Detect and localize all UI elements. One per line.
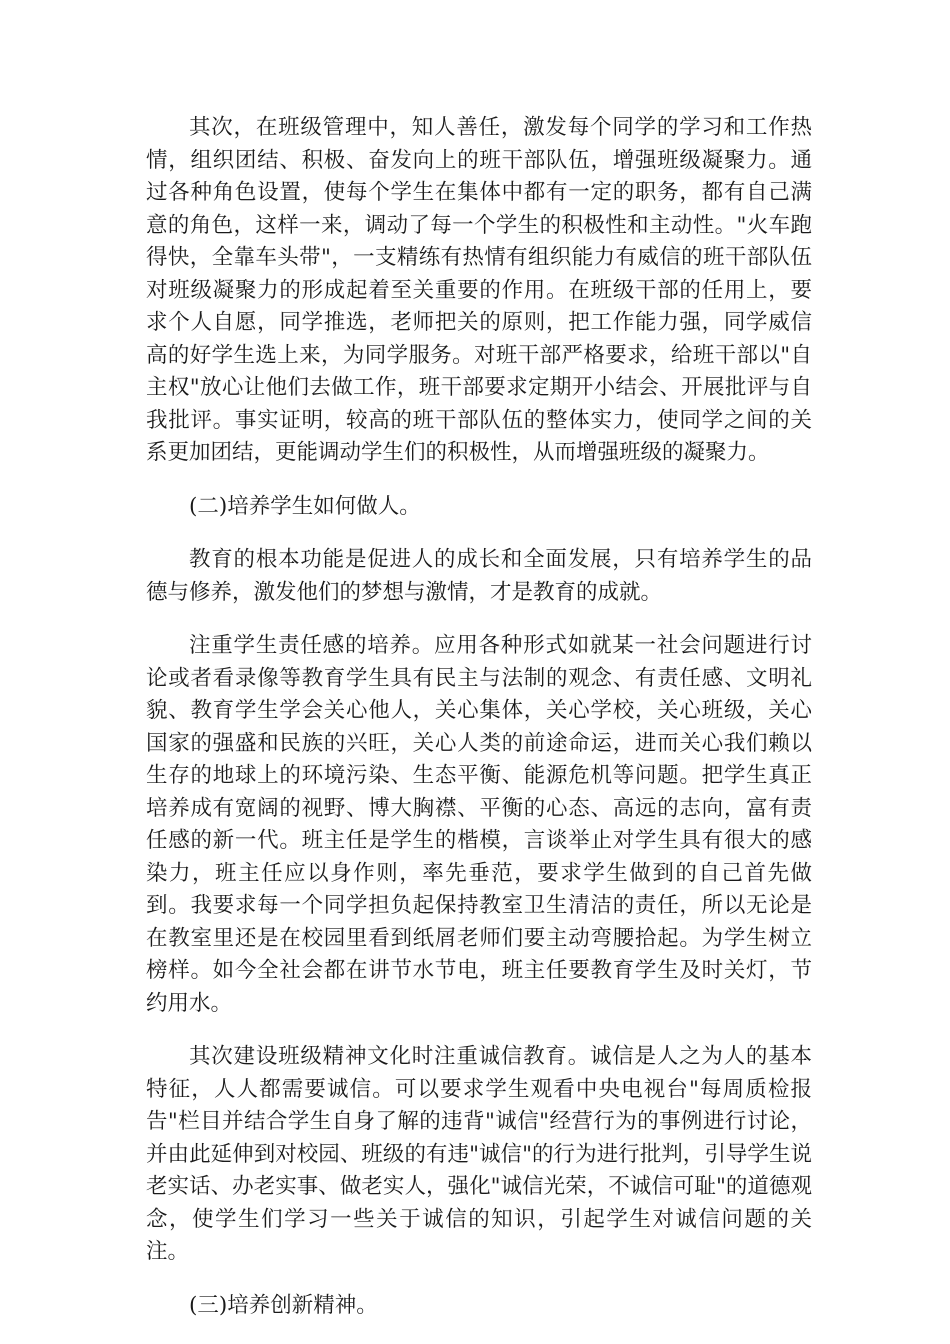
paragraph-class-cadre-management: 其次，在班级管理中，知人善任，激发每个同学的学习和工作热情，组织团结、积极、奋发向上的班干部队伍，增强班级凝聚力。通过各种角色设置，使每个学生在集体中都有一定的职务，都有自己满意的角色，这样一来，调动了每一个学生的积极性和主动性。"火车跑得快，全靠车头带"，一支精练有热情有组织能力有威信的班干部队伍对班级凝聚力的形成起着至关重要的作用。在班级干部的任用上，要求个人自愿，同学推选，老师把关的原则，把工作能力强，同学威信高的好学生选上来，为同学服务。对班干部严格要求，给班干部以"自主权"放心让他们去做工作，班干部要求定期开小结会、开展批评与自我批评。事实证明，较高的班干部队伍的整体实力，使同学之间的关系更加团结，更能调动学生们的积极性，从而增强班级的凝聚力。 <box>146 115 812 465</box>
paragraph-education-function: 教育的根本功能是促进人的成长和全面发展，只有培养学生的品德与修养，激发他们的梦想与激情，才是教育的成就。 <box>146 547 812 605</box>
document-page <box>146 112 812 1343</box>
section-heading-innovation: (三)培养创新精神。 <box>189 1292 378 1318</box>
paragraph-integrity-education: 其次建设班级精神文化时注重诚信教育。诚信是人之为人的基本特征，人人都需要诚信。可以要求学生观看中央电视台"每周质检报告"栏目并结合学生自身了解的违背"诚信"经营行为的事例进行讨论，并由此延伸到对校园、班级的有违"诚信"的行为进行批判，引导学生说老实话、办老实事、做老实人，强化"诚信光荣，不诚信可耻"的道德观念，使学生们学习一些关于诚信的知识，引起学生对诚信问题的关注。 <box>146 1044 812 1264</box>
section-heading-character-education: (二)培养学生如何做人。 <box>189 493 421 519</box>
paragraph-responsibility: 注重学生责任感的培养。应用各种形式如就某一社会问题进行讨论或者看录像等教育学生具有民主与法制的观念、有责任感、文明礼貌、教育学生学会关心他人，关心集体，关心学校，关心班级，关心国家的强盛和民族的兴旺，关心人类的前途命运，进而关心我们赖以生存的地球上的环境污染、生态平衡、能源危机等问题。把学生真正培养成有宽阔的视野、博大胸襟、平衡的心态、高远的志向，富有责任感的新一代。班主任是学生的楷模，言谈举止对学生具有很大的感染力，班主任应以身作则，率先垂范，要求学生做到的自己首先做到。我要求每一个同学担负起保持教室卫生清洁的责任，所以无论是在教室里还是在校园里看到纸屑老师们要主动弯腰拾起。为学生树立榜样。如今全社会都在讲节水节电，班主任要教育学生及时关灯，节约用水。 <box>146 633 812 1016</box>
